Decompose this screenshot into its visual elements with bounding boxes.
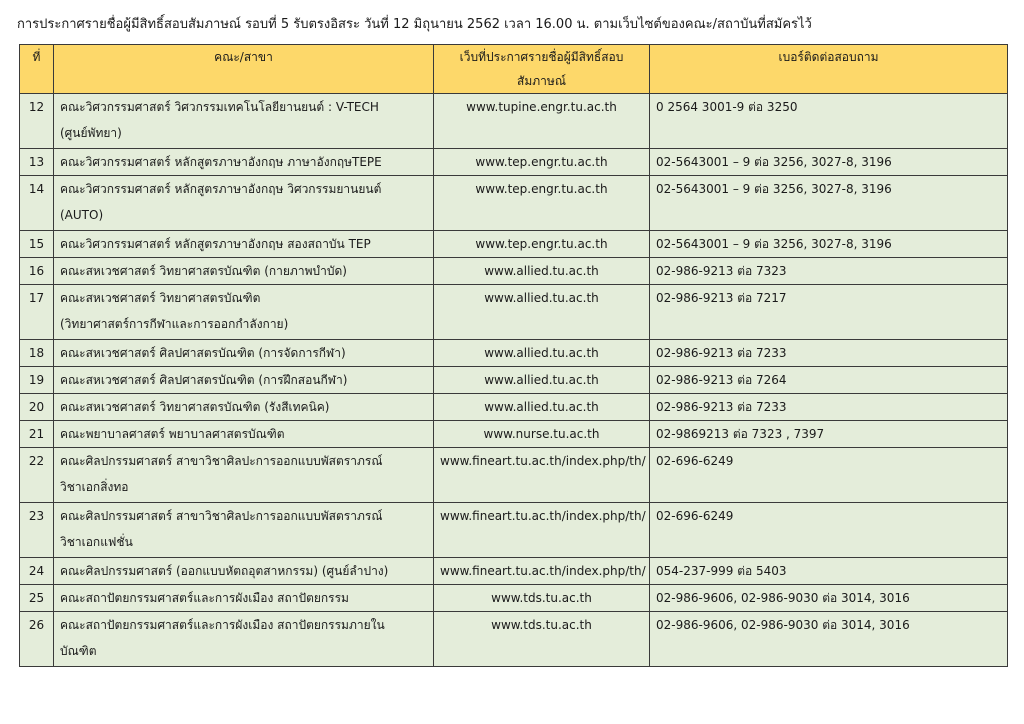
table-row: [20, 448, 1008, 503]
row-number: 14: [20, 176, 54, 231]
website-link[interactable]: www.allied.tu.ac.th: [434, 285, 650, 340]
faculty-cell: [54, 367, 434, 394]
website-link[interactable]: www.tep.engr.tu.ac.th: [434, 149, 650, 176]
faculty-line-2: บัณฑิต: [60, 644, 97, 658]
website-link[interactable]: www.tep.engr.tu.ac.th: [434, 231, 650, 258]
table-body: [20, 94, 1008, 667]
faculty-cell: [54, 94, 434, 149]
faculty-line-1: คณะสหเวชศาสตร์ วิทยาศาสตรบัณฑิต: [60, 291, 261, 305]
row-number: 24: [20, 558, 54, 585]
website-link[interactable]: www.nurse.tu.ac.th: [434, 421, 650, 448]
faculty-line-1: คณะวิศวกรรมศาสตร์ หลักสูตรภาษาอังกฤษ สองสถาบัน TEP: [60, 237, 371, 251]
faculty-cell: [54, 394, 434, 421]
row-number: 25: [20, 585, 54, 612]
table-row: [20, 367, 1008, 394]
table-row: [20, 421, 1008, 448]
table-row: [20, 503, 1008, 558]
row-number: 15: [20, 231, 54, 258]
faculty-line-1: คณะสถาปัตยกรรมศาสตร์และการผังเมือง สถาปัตยกรรมภายใน: [60, 618, 385, 632]
website-link[interactable]: www.allied.tu.ac.th: [434, 340, 650, 367]
table-row: [20, 585, 1008, 612]
table-row: [20, 340, 1008, 367]
row-number: 19: [20, 367, 54, 394]
header-no: ที่: [20, 45, 54, 94]
phone-number: 02-5643001 – 9 ต่อ 3256, 3027-8, 3196: [650, 231, 1008, 258]
phone-number: 02-986-9213 ต่อ 7233: [650, 340, 1008, 367]
phone-number: 02-986-9213 ต่อ 7233: [650, 394, 1008, 421]
table-row: [20, 394, 1008, 421]
page-title: การประกาศรายชื่อผู้มีสิทธิ์สอบสัมภาษณ์ รอบที่ 5 รับตรงอิสระ วันที่ 12 มิถุนายน 2562 เวลา 16.00 น. ตามเว็บไซต์ของคณะ/สถาบันที่สมัครไว้: [17, 17, 812, 32]
table-row: [20, 285, 1008, 340]
faculty-line-1: คณะสหเวชศาสตร์ ศิลปศาสตรบัณฑิต (การฝึกสอนกีฬา): [60, 373, 348, 387]
row-number: 22: [20, 448, 54, 503]
table-row: [20, 94, 1008, 149]
table-row: [20, 231, 1008, 258]
phone-number: 02-986-9606, 02-986-9030 ต่อ 3014, 3016: [650, 585, 1008, 612]
faculty-line-1: คณะศิลปกรรมศาสตร์ สาขาวิชาศิลปะการออกแบบพัสตราภรณ์: [60, 454, 383, 468]
faculty-line-1: คณะวิศวกรรมศาสตร์ หลักสูตรภาษาอังกฤษ ภาษาอังกฤษTEPE: [60, 155, 382, 169]
faculty-line-1: คณะสหเวชศาสตร์ วิทยาศาสตรบัณฑิต (รังสีเทคนิค): [60, 400, 330, 414]
faculty-cell: [54, 258, 434, 285]
phone-number: 02-986-9213 ต่อ 7323: [650, 258, 1008, 285]
faculty-cell: [54, 149, 434, 176]
row-number: 20: [20, 394, 54, 421]
row-number: 13: [20, 149, 54, 176]
faculty-line-1: คณะศิลปกรรมศาสตร์ สาขาวิชาศิลปะการออกแบบพัสตราภรณ์: [60, 509, 383, 523]
table-row: [20, 149, 1008, 176]
faculty-cell: [54, 585, 434, 612]
faculty-cell: [54, 558, 434, 585]
faculty-line-2: วิชาเอกสิ่งทอ: [60, 480, 129, 494]
faculty-cell: [54, 448, 434, 503]
faculty-line-1: คณะศิลปกรรมศาสตร์ (ออกแบบหัตถอุตสาหกรรม) (ศูนย์ลำปาง): [60, 564, 389, 578]
header-phone: เบอร์ติดต่อสอบถาม: [650, 45, 1008, 94]
faculty-line-1: คณะวิศวกรรมศาสตร์ วิศวกรรมเทคโนโลยียานยนต์ : V-TECH: [60, 100, 379, 114]
header-website: เว็บที่ประกาศรายชื่อผู้มีสิทธิ์สอบสัมภาษณ์: [434, 45, 650, 94]
row-number: 12: [20, 94, 54, 149]
phone-number: 0 2564 3001-9 ต่อ 3250: [650, 94, 1008, 149]
phone-number: 02-696-6249: [650, 448, 1008, 503]
phone-number: 054-237-999 ต่อ 5403: [650, 558, 1008, 585]
website-link[interactable]: www.fineart.tu.ac.th/index.php/th/: [434, 448, 650, 503]
phone-number: 02-5643001 – 9 ต่อ 3256, 3027-8, 3196: [650, 176, 1008, 231]
faculty-cell: [54, 340, 434, 367]
faculty-line-1: คณะสหเวชศาสตร์ ศิลปศาสตรบัณฑิต (การจัดการกีฬา): [60, 346, 346, 360]
table-row: [20, 176, 1008, 231]
faculty-line-1: คณะสถาปัตยกรรมศาสตร์และการผังเมือง สถาปัตยกรรม: [60, 591, 349, 605]
phone-number: 02-986-9606, 02-986-9030 ต่อ 3014, 3016: [650, 612, 1008, 667]
faculty-line-2: (วิทยาศาสตร์การกีฬาและการออกกำลังกาย): [60, 317, 289, 331]
phone-number: 02-986-9213 ต่อ 7264: [650, 367, 1008, 394]
row-number: 18: [20, 340, 54, 367]
faculty-line-1: คณะพยาบาลศาสตร์ พยาบาลศาสตรบัณฑิต: [60, 427, 285, 441]
website-link[interactable]: www.allied.tu.ac.th: [434, 258, 650, 285]
header-faculty: คณะ/สาขา: [54, 45, 434, 94]
phone-number: 02-5643001 – 9 ต่อ 3256, 3027-8, 3196: [650, 149, 1008, 176]
phone-number: 02-986-9213 ต่อ 7217: [650, 285, 1008, 340]
faculty-line-2: (ศูนย์พัทยา): [60, 126, 122, 140]
row-number: 16: [20, 258, 54, 285]
row-number: 26: [20, 612, 54, 667]
row-number: 17: [20, 285, 54, 340]
faculty-cell: [54, 285, 434, 340]
website-link[interactable]: www.allied.tu.ac.th: [434, 367, 650, 394]
website-link[interactable]: www.fineart.tu.ac.th/index.php/th/: [434, 558, 650, 585]
faculty-cell: [54, 421, 434, 448]
faculty-cell: [54, 231, 434, 258]
table-row: [20, 558, 1008, 585]
faculty-cell: [54, 503, 434, 558]
table-header-row: [20, 45, 1008, 94]
faculty-line-2: (AUTO): [60, 208, 104, 222]
faculty-line-1: คณะสหเวชศาสตร์ วิทยาศาสตรบัณฑิต (กายภาพบำบัด): [60, 264, 347, 278]
row-number: 21: [20, 421, 54, 448]
website-link[interactable]: www.tds.tu.ac.th: [434, 585, 650, 612]
faculty-line-2: วิชาเอกแฟชั่น: [60, 535, 133, 549]
phone-number: 02-696-6249: [650, 503, 1008, 558]
faculty-cell: [54, 612, 434, 667]
phone-number: 02-9869213 ต่อ 7323 , 7397: [650, 421, 1008, 448]
row-number: 23: [20, 503, 54, 558]
website-link[interactable]: www.tep.engr.tu.ac.th: [434, 176, 650, 231]
website-link[interactable]: www.allied.tu.ac.th: [434, 394, 650, 421]
faculty-line-1: คณะวิศวกรรมศาสตร์ หลักสูตรภาษาอังกฤษ วิศวกรรมยานยนต์: [60, 182, 382, 196]
table-row: [20, 612, 1008, 667]
website-link[interactable]: www.fineart.tu.ac.th/index.php/th/: [434, 503, 650, 558]
table-row: [20, 258, 1008, 285]
interview-list-table: [19, 44, 1008, 667]
website-link[interactable]: www.tupine.engr.tu.ac.th: [434, 94, 650, 149]
faculty-cell: [54, 176, 434, 231]
website-link[interactable]: www.tds.tu.ac.th: [434, 612, 650, 667]
